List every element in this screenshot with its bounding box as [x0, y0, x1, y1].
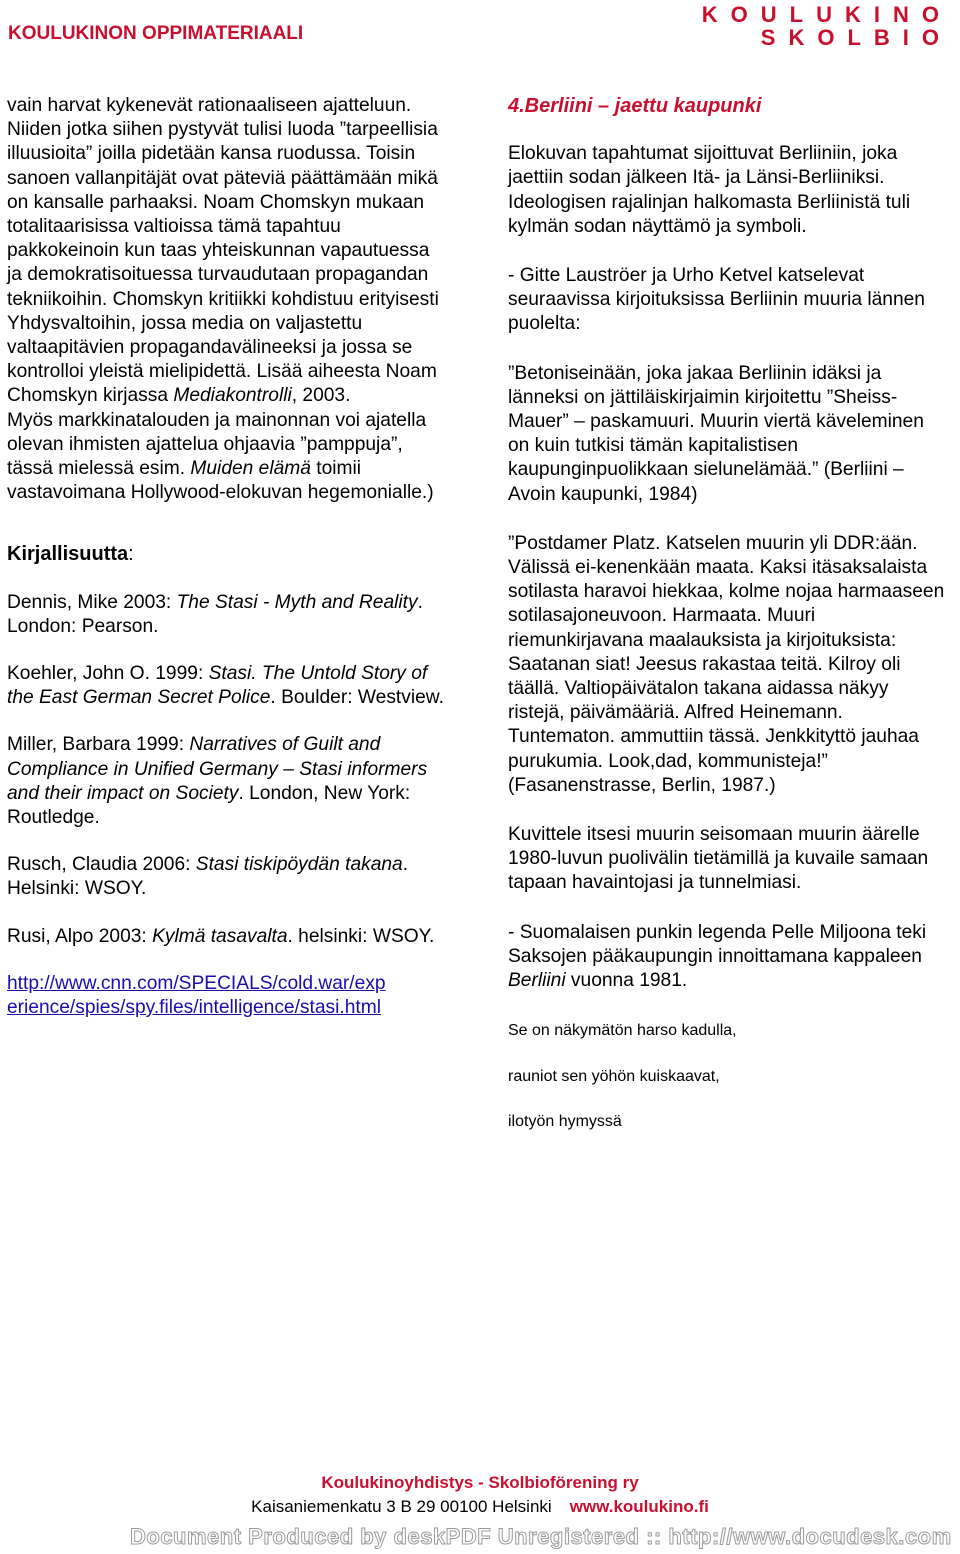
reference-item: [7, 853, 447, 901]
quote-paragraph: ”Postdamer Platz. Katselen muurin yli DDR:ään. Välissä ei-kenenkään maata. Kaksi itäsaksalaista sotilasta haravoi hiekkaa, kolme nojaa harmaaseen sotilasajoneuvoon. Harmaata. Muuri riemunkirjavana maalauksista ja kirjoituksista: Saatanan siat! Jeesus rakastaa teitä. Kilroy oli täällä. Valtiopäivätalon takana aidassa näkyy ristejä, päivämääriä. Alfred Heinemann. Tuntematon. ammuttiin tässä. Jenkkityttö jauhaa purukumia. Look,dad, kommunisteja!” (Fasanenstrasse, Berlin, 1987.): [508, 532, 945, 796]
ref-author: Rusch, Claudia 2006:: [7, 854, 196, 876]
koulukino-logo: [702, 3, 952, 49]
body-paragraph: [7, 409, 447, 506]
ref-author: Rusi, Alpo 2003:: [7, 925, 153, 947]
footer-website-link[interactable]: www.koulukino.fi: [569, 1497, 709, 1516]
logo-line-skolbio: SKOLBIO: [760, 25, 952, 50]
body-paragraph: Kuvittele itsesi muurin seisomaan muurin äärelle 1980-luvun puolivälin tietämillä ja kuvaile samaan tapaan havaintojasi ja tunnelmiasi.: [508, 824, 929, 894]
film-title: Muiden elämä: [190, 458, 311, 480]
paragraph-text: - Suomalaisen punkin legenda Pelle Miljoona teki Saksojen pääkaupungin innoittamana kappaleen: [508, 921, 927, 967]
lyric-line: ilotyön hymyssä: [508, 1113, 622, 1131]
page-footer: [0, 1471, 960, 1519]
ref-publisher: . Boulder: Westview.: [270, 687, 444, 709]
footer-address-line: [0, 1495, 960, 1519]
link-text[interactable]: http://www.cnn.com/SPECIALS/cold.war/exp: [7, 972, 386, 994]
ref-publisher: . Helsinki: WSOY.: [7, 854, 409, 900]
paragraph-text: , 2003.: [291, 385, 351, 407]
body-paragraph: [508, 921, 948, 994]
lyric-line: rauniot sen yöhön kuiskaavat,: [508, 1068, 720, 1086]
pdf-watermark: Document Produced by deskPDF Unregistered :: http://www.docudesk.com: [130, 1524, 952, 1549]
lyric-line: Se on näkymätön harso kadulla,: [508, 1022, 737, 1040]
ref-title: Narratives of Guilt and Compliance in Unified Germany – Stasi informers and their impact on Society: [7, 734, 428, 804]
left-column: [7, 94, 447, 1020]
paragraph-text: vuonna 1981.: [565, 970, 688, 992]
logo-line-koulukino: KOULUKINO: [701, 2, 952, 27]
reference-item: [7, 925, 447, 949]
heading-text: Kirjallisuutta: [7, 543, 129, 566]
link-text[interactable]: erience/spies/spy.files/intelligence/stasi.html: [7, 997, 381, 1019]
ref-title: Stasi tiskipöydän takana: [195, 854, 403, 876]
ref-author: Dennis, Mike 2003:: [7, 591, 177, 613]
ref-publisher: . London, New York: Routledge.: [7, 782, 411, 829]
reference-item: [7, 662, 447, 710]
footer-organization: Koulukinoyhdistys - Skolbioförening ry: [321, 1473, 639, 1492]
heading-colon: :: [128, 543, 134, 566]
stasi-link[interactable]: [7, 972, 447, 1020]
page-header-title: KOULUKINON OPPIMATERIAALI: [8, 23, 304, 44]
ref-title: The Stasi - Myth and Reality: [176, 591, 418, 613]
body-paragraph: [7, 94, 447, 409]
ref-title: Kylmä tasavalta: [152, 925, 288, 947]
paragraph-text: Myös markkinatalouden ja mainonnan voi ajatella olevan ihmisten ajattelua ohjaavia ”pamppuja”, tässä mielessä esim.: [7, 409, 427, 480]
body-paragraph: - Gitte Lauströer ja Urho Ketvel katselevat seuraavissa kirjoituksissa Berliinin muuria lännen puolelta:: [508, 265, 925, 335]
song-title: Berliini: [508, 970, 566, 992]
ref-publisher: . London: Pearson.: [7, 591, 423, 637]
ref-author: Koehler, John O. 1999:: [7, 663, 209, 685]
quote-paragraph: ”Betoniseinään, joka jakaa Berliinin idäksi ja länneksi on jättiläiskirjaimin kirjoitettu ”Sheiss-Mauer” – paskamuuri. Muurin viertä käveleminen on kuin tutkisi tämän kapitalistisen kaupunginpuolikkaan sielunelämää.” (Berliini – Avoin kaupunki, 1984): [508, 362, 924, 505]
section-heading: 4.Berliini – jaettu kaupunki: [508, 95, 762, 117]
footer-address: Kaisaniemenkatu 3 B 29 00100 Helsinki: [251, 1497, 552, 1516]
paragraph-text: toimii vastavoimana Hollywood-elokuvan hegemonialle.): [7, 458, 434, 504]
ref-author: Miller, Barbara 1999:: [7, 734, 190, 756]
ref-publisher: . helsinki: WSOY.: [287, 925, 435, 947]
reference-item: [7, 591, 447, 639]
paragraph-text: vain harvat kykenevät rationaaliseen ajatteluun. Niiden jotka siihen pystyvät tulisi luoda ”tarpeellisia illuusioita” joilla pidetään kansa ruodussa. Toisin sanoen vallanpitäjät ovat päteviä päättämään mikä on kansalle parhaaksi. Noam Chomskyn mukaan totalitaarisissa valtioissa tämä tapahtuu pakkokeinoin kun taas yhteiskunnan vapautuessa ja demokratisoituessa turvaudutaan propagandan tekniikoihin. Chomskyn kritiikki kohdistuu erityisesti Yhdysvaltoihin, jossa media on valjastettu valtaapitävien propagandavälineeksi ja jossa se kontrolloi yleistä mielipidettä. Lisää aiheesta Noam Chomskyn kirjassa: [7, 95, 439, 407]
literature-heading: [7, 542, 447, 566]
body-paragraph: Elokuvan tapahtumat sijoittuvat Berliiniin, joka jaettiin sodan jälkeen Itä- ja Länsi-Berliiniksi. Ideologisen rajalinjan halkomasta Berliinistä tuli kylmän sodan näyttämö ja symboli.: [508, 143, 911, 237]
ref-title: Stasi. The Untold Story of the East German Secret Police: [7, 663, 428, 709]
book-title: Mediakontrolli: [173, 385, 292, 407]
reference-item: [7, 733, 447, 830]
right-column: [508, 94, 948, 1132]
